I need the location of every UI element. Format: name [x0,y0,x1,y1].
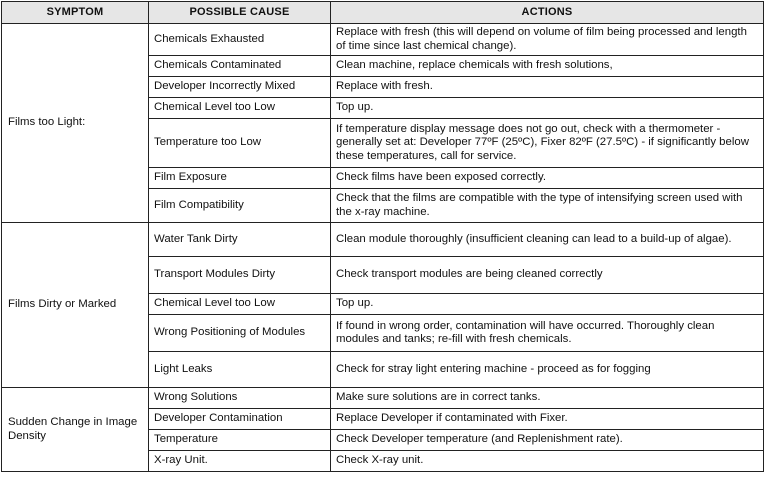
symptom-cell: Sudden Change in Image Density [2,388,149,472]
symptom-cell: Films Dirty or Marked [2,223,149,388]
cause-cell: Wrong Positioning of Modules [149,315,331,352]
action-cell: If found in wrong order, contamination will have occurred. Thoroughly clean modules and tanks; re-fill with fresh chemicals. [331,315,764,352]
table-header [2,2,764,24]
action-cell: Check transport modules are being cleaned correctly [331,257,764,294]
cause-cell: X-ray Unit. [149,451,331,472]
action-cell: Clean machine, replace chemicals with fresh solutions, [331,56,764,77]
action-cell: Check that the films are compatible with the type of intensifying screen used with the x-ray machine. [331,189,764,223]
action-cell: Check X-ray unit. [331,451,764,472]
table-body [2,24,764,472]
cause-cell: Developer Contamination [149,409,331,430]
action-cell: If temperature display message does not go out, check with a thermometer - generally set at: Developer 77ºF (25ºC), Fixer 82ºF (27.5ºC) - if significantly below these temperatures, call for service. [331,119,764,168]
action-cell: Replace with fresh. [331,77,764,98]
table-row [2,24,764,56]
cause-cell: Chemicals Exhausted [149,24,331,56]
action-cell: Make sure solutions are in correct tanks. [331,388,764,409]
action-cell: Check Developer temperature (and Replenishment rate). [331,430,764,451]
action-cell: Check for stray light entering machine - proceed as for fogging [331,352,764,388]
action-cell: Replace Developer if contaminated with Fixer. [331,409,764,430]
header-possible-cause: POSSIBLE CAUSE [149,2,331,24]
cause-cell: Film Compatibility [149,189,331,223]
cause-cell: Film Exposure [149,168,331,189]
table-row [2,388,764,409]
action-cell: Top up. [331,294,764,315]
troubleshooting-table [1,1,764,472]
action-cell: Clean module thoroughly (insufficient cleaning can lead to a build-up of algae). [331,223,764,257]
cause-cell: Developer Incorrectly Mixed [149,77,331,98]
cause-cell: Light Leaks [149,352,331,388]
cause-cell: Water Tank Dirty [149,223,331,257]
cause-cell: Chemicals Contaminated [149,56,331,77]
header-actions: ACTIONS [331,2,764,24]
header-symptom: SYMPTOM [2,2,149,24]
cause-cell: Temperature too Low [149,119,331,168]
cause-cell: Chemical Level too Low [149,98,331,119]
cause-cell: Wrong Solutions [149,388,331,409]
cause-cell: Temperature [149,430,331,451]
cause-cell: Transport Modules Dirty [149,257,331,294]
action-cell: Replace with fresh (this will depend on volume of film being processed and length of time since last chemical change). [331,24,764,56]
action-cell: Top up. [331,98,764,119]
action-cell: Check films have been exposed correctly. [331,168,764,189]
symptom-cell: Films too Light: [2,24,149,223]
cause-cell: Chemical Level too Low [149,294,331,315]
header-row [2,2,764,24]
table-row [2,223,764,257]
